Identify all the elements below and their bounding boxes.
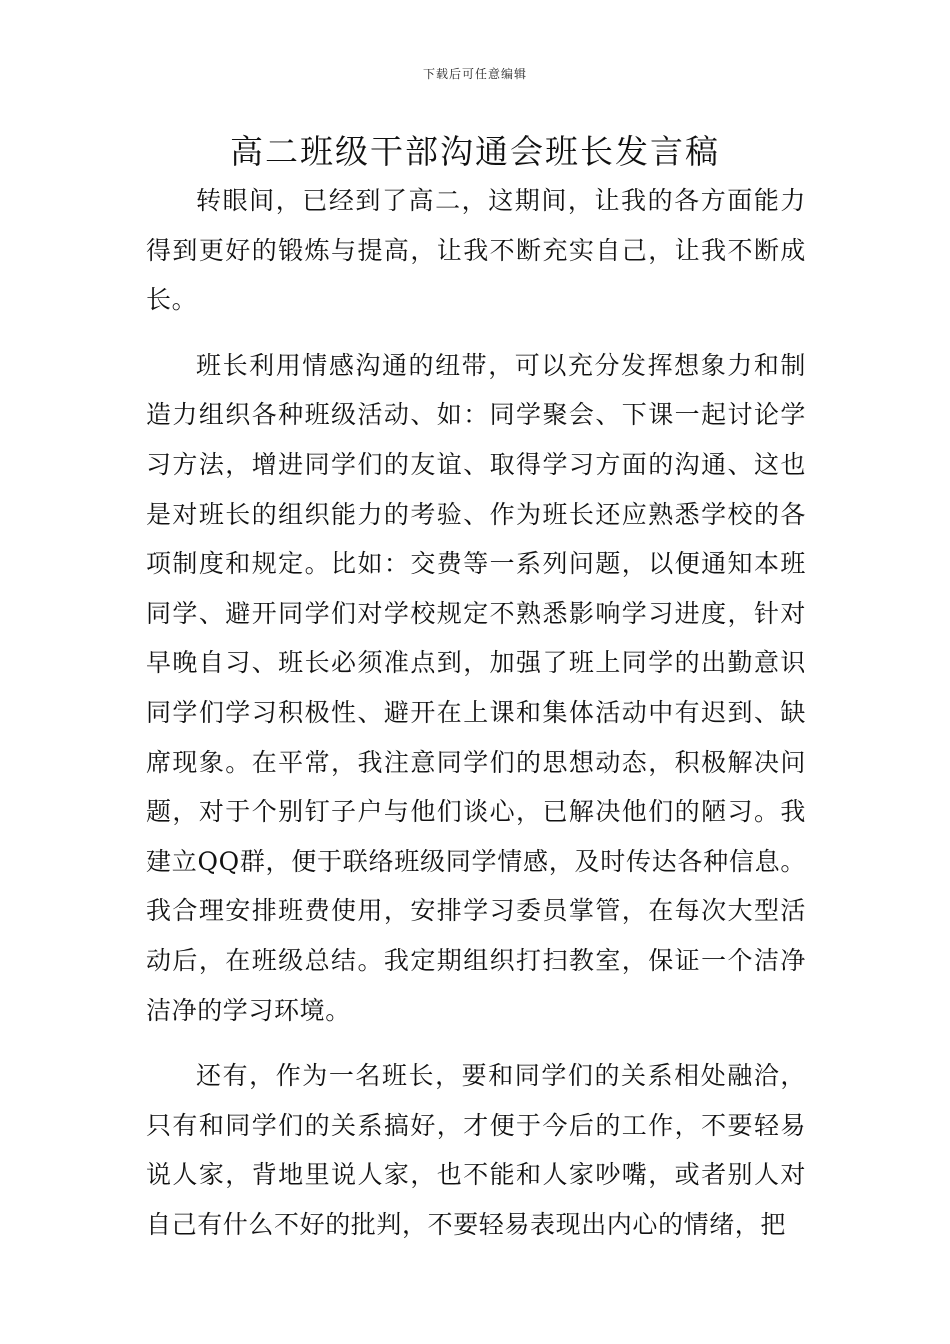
header-note: 下载后可任意编辑 (422, 67, 527, 81)
paragraph-3: 还有，作为一名班长，要和同学们的关系相处融洽，只有和同学们的关系搞好，才便于今后的工作，不要轻易说人家，背地里说人家，也不能和人家吵嘴，或者别人对自己有什么不好的批判，不要轻易表现出内心的情绪，把 (146, 1061, 806, 1239)
paragraph-2: 班长利用情感沟通的纽带，可以充分发挥想象力和制造力组织各种班级活动、如：同学聚会、下课一起讨论学习方法，增进同学们的友谊、取得学习方面的沟通、这也是对班长的组织能力的考验、作为班长还应熟悉学校的各项制度和规定。比如：交费等一系列问题，以便通知本班同学、避开同学们对学校规定不熟悉影响学习进度，针对早晚自习、班长必须准点到，加强了班上同学的出勤意识同学们学习积极性、避开在上课和集体活动中有迟到、缺席现象。在平常，我注意同学们的思想动态，积极解决问题，对于个别钉子户与他们谈心，已解决他们的陋习。我建立QQ群，便于联络班级同学情感，及时传达各种信息。我合理安排班费使用，安排学习委员掌管，在每次大型活动后，在班级总结。我定期组织打扫教室，保证一个洁净洁净的学习环境。 (146, 350, 806, 1025)
paragraph-1: 转眼间，已经到了高二，这期间，让我的各方面能力得到更好的锻炼与提高，让我不断充实自己，让我不断成长。 (146, 186, 806, 315)
document-title: 高二班级干部沟通会班长发言稿 (230, 132, 720, 171)
document-body (146, 176, 806, 1249)
